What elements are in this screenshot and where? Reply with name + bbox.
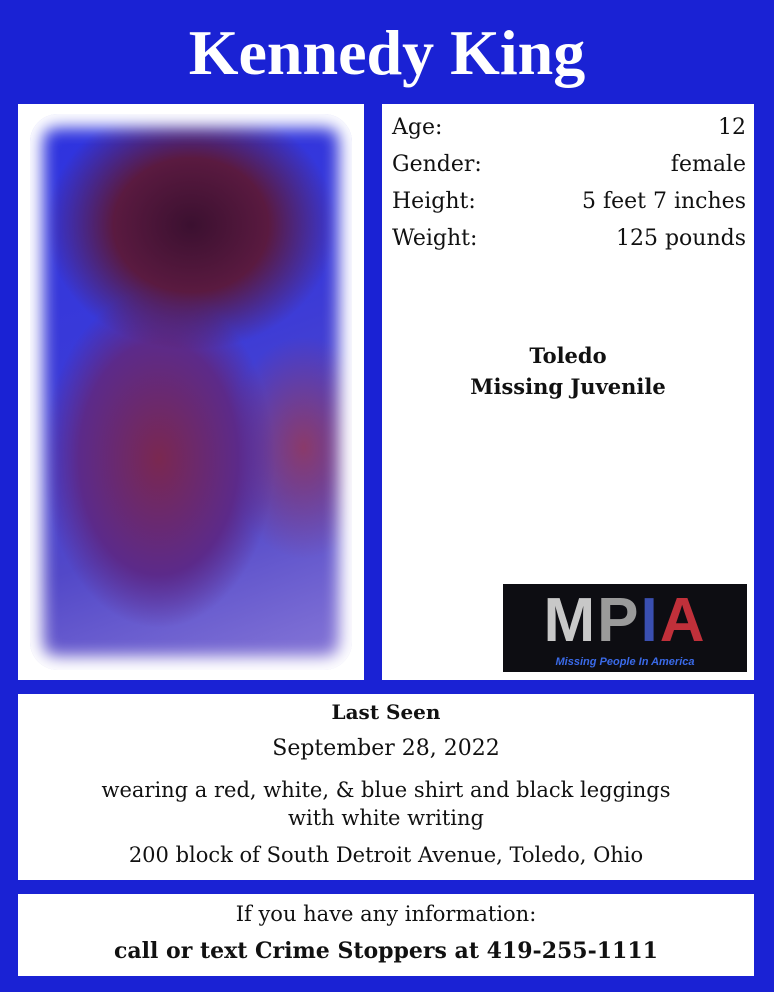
detail-row-weight [392, 221, 746, 257]
clothing-description: wearing a red, white, & blue shirt and black leggings [101, 778, 671, 802]
portrait-image [30, 114, 352, 670]
mpia-logo [503, 584, 747, 672]
detail-row-age [392, 110, 746, 146]
logo-letter: M [543, 586, 598, 655]
status-label: Missing Juvenile [470, 374, 666, 399]
detail-label: Height: [392, 189, 476, 214]
details-panel [382, 104, 754, 680]
detail-label: Age: [392, 115, 443, 140]
detail-value: female [670, 152, 746, 177]
logo-tagline: Missing People In America [555, 656, 695, 668]
missing-person-photo [18, 104, 364, 680]
detail-row-height [392, 184, 746, 220]
detail-value: 5 feet 7 inches [581, 189, 746, 214]
detail-label: Gender: [392, 152, 482, 177]
logo-letter: I [640, 586, 660, 655]
logo-letter: P [597, 586, 641, 655]
poster-title: Kennedy King [188, 17, 586, 88]
last-seen-heading: Last Seen [331, 700, 441, 724]
contact-panel [18, 894, 754, 976]
last-seen-location: 200 block of South Detroit Avenue, Toledo, Ohio [128, 843, 644, 867]
logo-letters [503, 588, 747, 654]
detail-value: 125 pounds [615, 226, 746, 251]
city-label: Toledo [529, 343, 607, 368]
logo-letter: A [659, 586, 707, 655]
last-seen-date: September 28, 2022 [272, 736, 500, 761]
detail-value: 12 [718, 115, 746, 140]
clothing-description-cont: with white writing [288, 806, 484, 830]
detail-row-gender [392, 147, 746, 183]
last-seen-panel [18, 694, 754, 880]
detail-label: Weight: [392, 226, 478, 251]
contact-action: call or text Crime Stoppers at 419-255-1111 [114, 938, 658, 964]
contact-prompt: If you have any information: [235, 902, 537, 926]
